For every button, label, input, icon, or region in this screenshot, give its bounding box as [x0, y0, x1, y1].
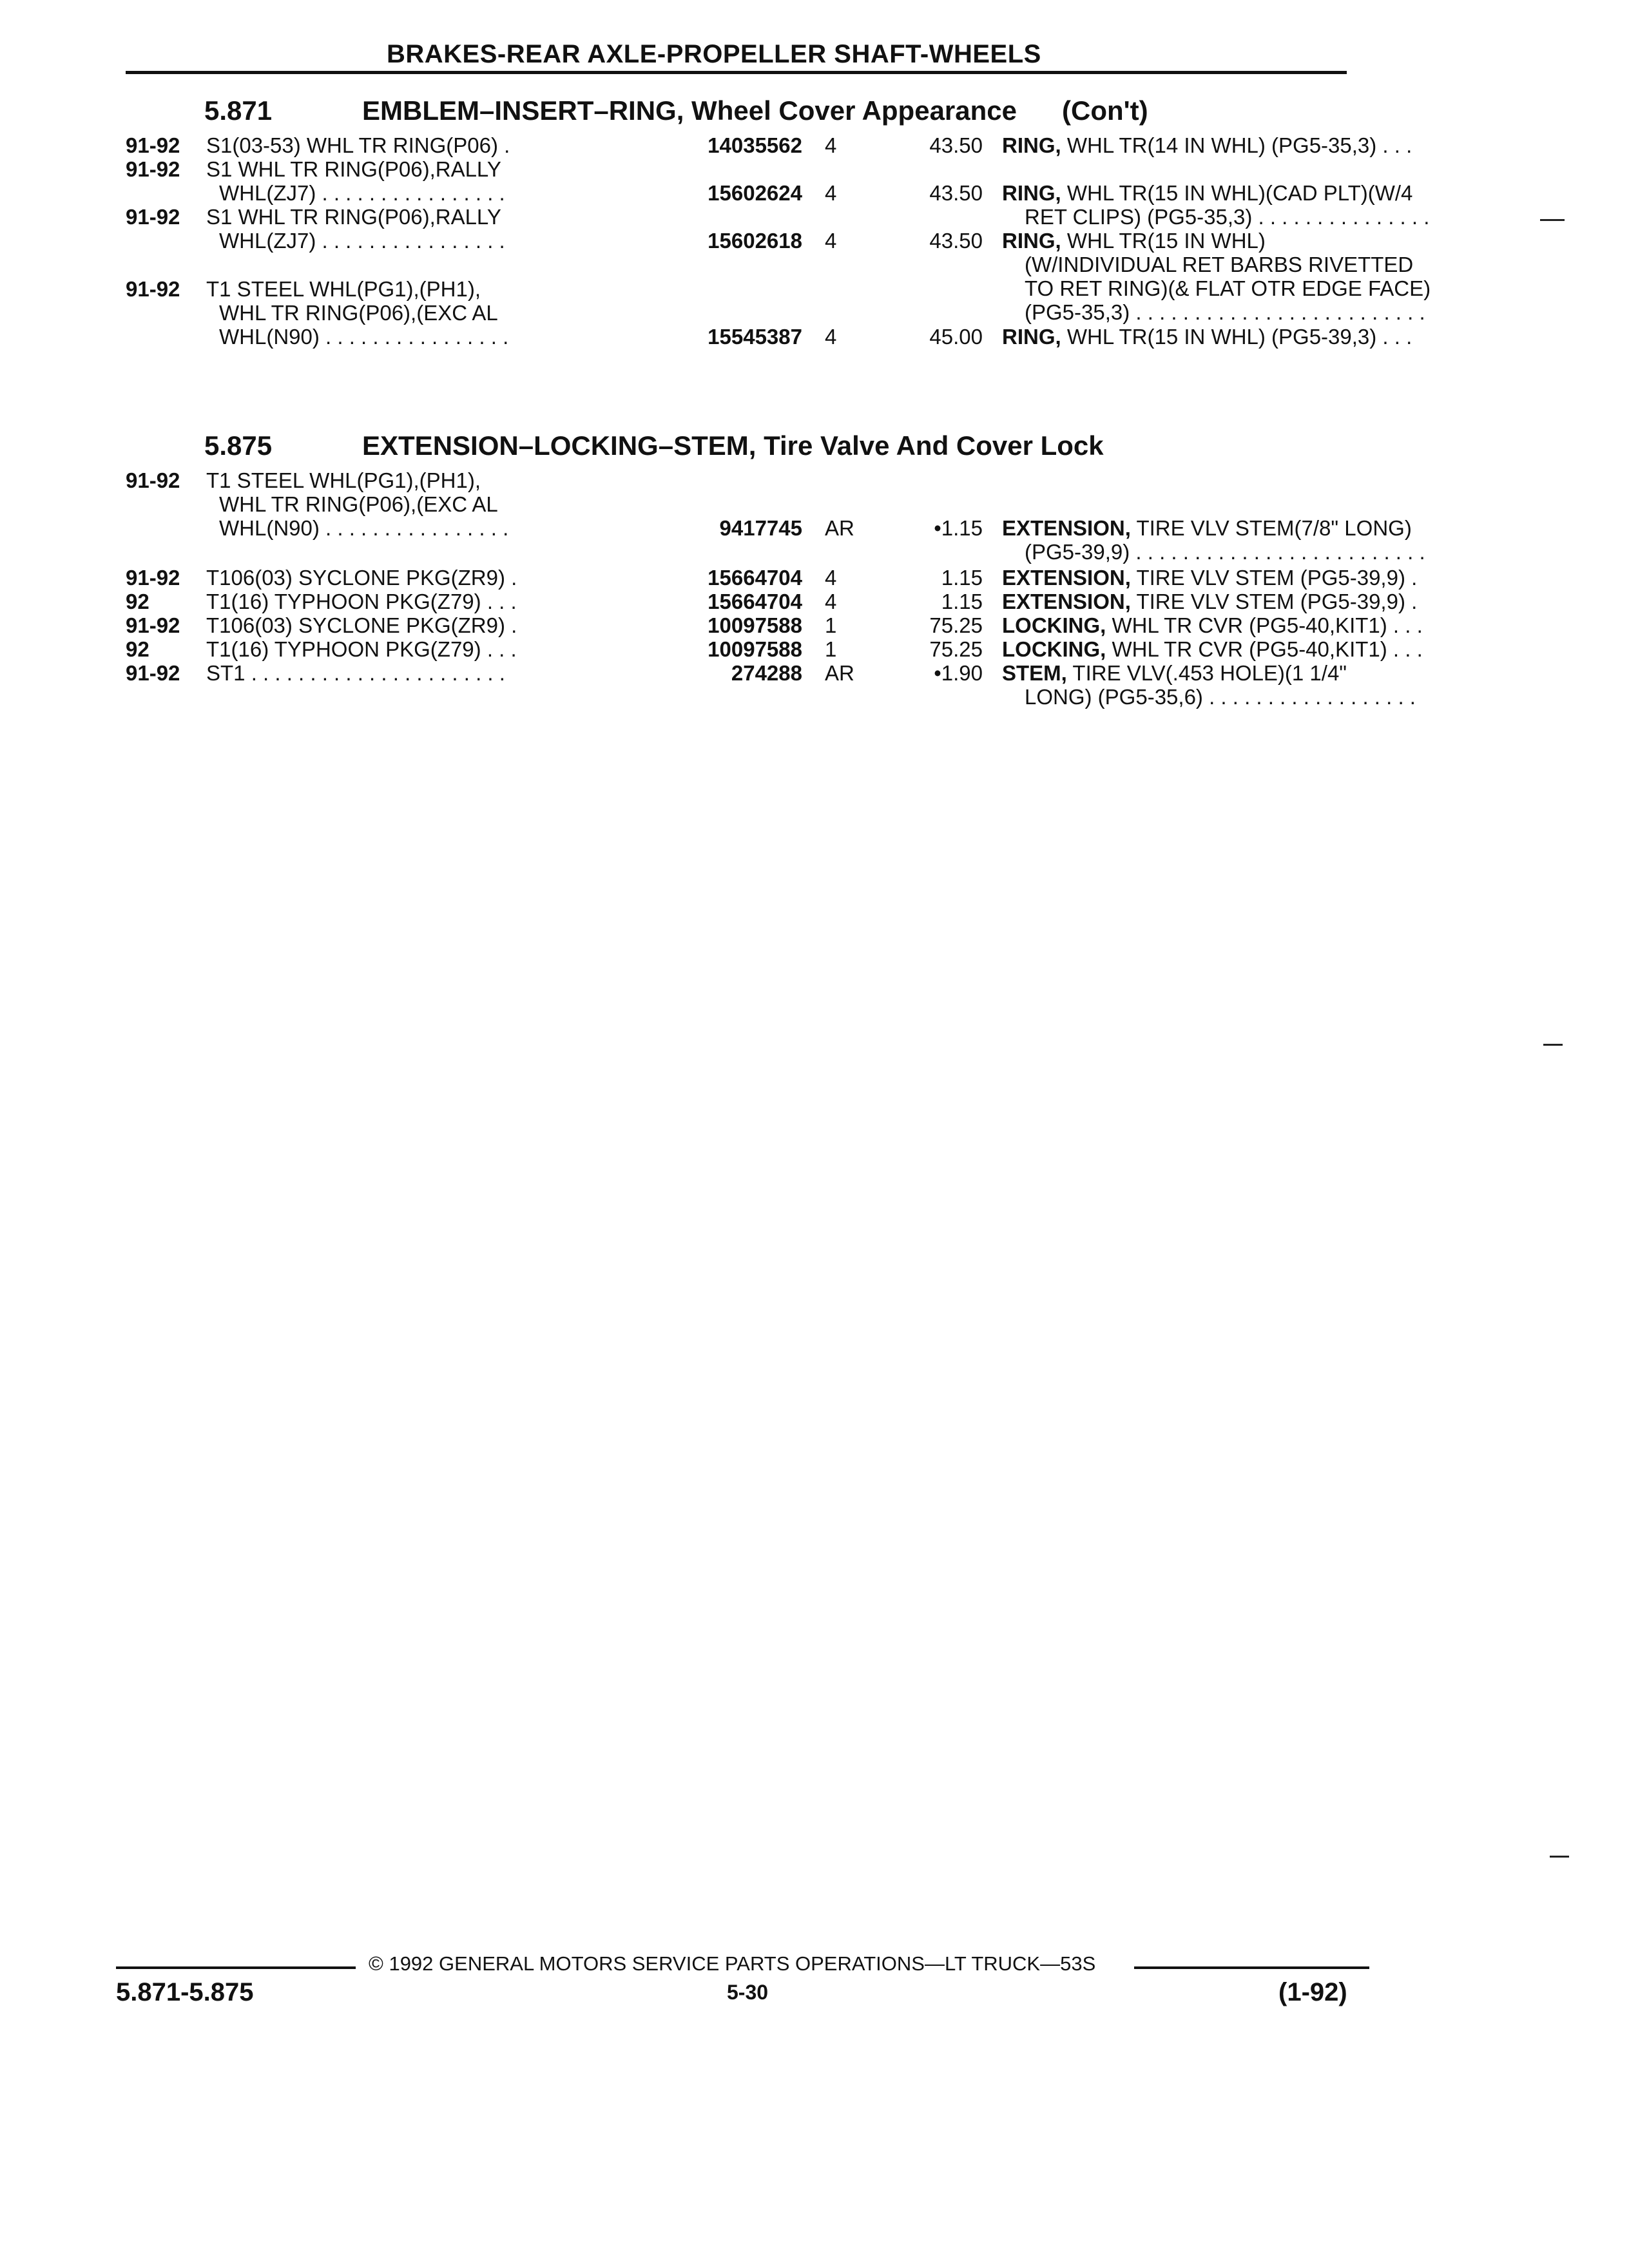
footer-rule-right [1134, 1966, 1369, 1969]
continued-label: (Con't) [1062, 95, 1148, 126]
part-number: 14035562 [708, 133, 802, 157]
part-description-text: WHL TR(15 IN WHL) [1061, 229, 1266, 253]
part-name: RING, [1002, 133, 1061, 157]
entry-line [126, 253, 1414, 276]
part-description [1002, 613, 1423, 637]
part-number: 15545387 [708, 325, 802, 349]
list-price: 43.50 [929, 181, 983, 205]
part-name: RING, [1002, 229, 1061, 253]
quantity: 4 [825, 325, 837, 349]
page-title: BRAKES-REAR AXLE-PROPELLER SHAFT-WHEELS [387, 40, 1041, 68]
scan-mark [1540, 219, 1565, 221]
section-heading [204, 95, 1148, 126]
quantity: 4 [825, 181, 837, 205]
list-price: 1.15 [941, 566, 983, 590]
model-application: WHL(N90) . . . . . . . . . . . . . . . . [219, 516, 509, 540]
part-number: 10097588 [708, 613, 802, 637]
model-year: 91-92 [126, 661, 180, 685]
list-price: 75.25 [929, 613, 983, 637]
quantity: 4 [825, 133, 837, 157]
part-name: RING, [1002, 325, 1061, 349]
part-number: 9417745 [719, 516, 802, 540]
part-description-text: WHL TR CVR (PG5-40,KIT1) . . . [1106, 613, 1423, 637]
list-price: 75.25 [929, 637, 983, 661]
catalog-entry [126, 661, 1416, 709]
part-description-text: WHL TR CVR (PG5-40,KIT1) . . . [1106, 637, 1423, 661]
entry-line [126, 205, 1350, 229]
scan-mark [1550, 1856, 1569, 1858]
catalog-entry [126, 590, 1418, 613]
model-year: 91-92 [126, 468, 180, 492]
entry-line [126, 516, 1412, 540]
entry-line [126, 685, 1416, 709]
model-application: S1 WHL TR RING(P06),RALLY [206, 157, 501, 181]
scan-mark [1543, 1044, 1563, 1046]
entry-line [126, 540, 1425, 564]
list-price: 43.50 [929, 133, 983, 157]
part-name: LOCKING, [1002, 637, 1106, 661]
model-application: T106(03) SYCLONE PKG(ZR9) . [206, 566, 517, 590]
entry-line [126, 157, 1350, 181]
model-application: T1 STEEL WHL(PG1),(PH1), [206, 277, 481, 301]
entry-line [126, 468, 1350, 492]
entry-line [126, 133, 1412, 157]
quantity: 4 [825, 229, 837, 253]
quantity: 1 [825, 637, 837, 661]
footer-rule-left [116, 1966, 356, 1969]
model-application: T106(03) SYCLONE PKG(ZR9) . [206, 613, 517, 637]
part-number: 15602618 [708, 229, 802, 253]
catalog-entry [126, 637, 1423, 661]
part-description-text: (PG5-39,9) . . . . . . . . . . . . . . . . . . . . . . . . . [1025, 540, 1425, 564]
model-year: 91-92 [126, 157, 180, 181]
entry-line [126, 301, 1350, 325]
part-number: 10097588 [708, 637, 802, 661]
catalog-entry [126, 566, 1418, 590]
part-description-text: WHL TR(15 IN WHL)(CAD PLT)(W/4 [1061, 181, 1413, 205]
part-name: EXTENSION, [1002, 590, 1131, 613]
model-year: 91-92 [126, 566, 180, 590]
section-number: 5.875 [204, 430, 273, 461]
part-description [1002, 590, 1418, 613]
part-description [1025, 540, 1425, 564]
part-description-text: TIRE VLV(.453 HOLE)(1 1/4" [1066, 661, 1347, 685]
entry-line [126, 661, 1350, 685]
part-description-text: (PG5-35,3) . . . . . . . . . . . . . . . . . . . . . . . . . [1025, 300, 1425, 324]
catalog-entry [126, 133, 1412, 157]
part-description-text: RET CLIPS) (PG5-35,3) . . . . . . . . . . . . . . . [1025, 205, 1430, 229]
quantity: 1 [825, 613, 837, 637]
model-application: WHL(ZJ7) . . . . . . . . . . . . . . . . [219, 229, 505, 253]
entry-line [126, 613, 1423, 637]
model-application: T1(16) TYPHOON PKG(Z79) . . . [206, 590, 517, 613]
part-description [1002, 661, 1350, 685]
catalog-entry [126, 468, 1425, 564]
part-number: 15664704 [708, 590, 802, 613]
part-description [1002, 229, 1350, 253]
footer-page-number: 5-30 [727, 1981, 769, 2004]
part-name: EXTENSION, [1002, 566, 1131, 590]
part-description [1002, 181, 1413, 205]
entry-line [126, 566, 1418, 590]
entry-line [126, 325, 1412, 349]
quantity: 4 [825, 590, 837, 613]
part-description [1002, 133, 1412, 157]
part-description [1025, 685, 1416, 709]
part-description [1002, 566, 1418, 590]
part-number: 15664704 [708, 566, 802, 590]
part-name: EXTENSION, [1002, 516, 1131, 540]
part-description [1002, 637, 1423, 661]
model-application: S1(03-53) WHL TR RING(P06) . [206, 133, 510, 157]
entry-line [126, 229, 1350, 253]
part-name: LOCKING, [1002, 613, 1106, 637]
part-description [1002, 325, 1412, 349]
part-description-text: LONG) (PG5-35,6) . . . . . . . . . . . . . . . . . . [1025, 685, 1416, 709]
list-price: 1.15 [941, 590, 983, 613]
list-price: •1.15 [934, 516, 983, 540]
part-description-text: TO RET RING)(& FLAT OTR EDGE FACE) [1025, 276, 1431, 300]
quantity: 4 [825, 566, 837, 590]
section-title: EXTENSION–LOCKING–STEM, Tire Valve And Cover Lock [362, 430, 1104, 461]
section-title: EMBLEM–INSERT–RING, Wheel Cover Appearance [362, 95, 1017, 126]
list-price: 43.50 [929, 229, 983, 253]
part-description-text: TIRE VLV STEM(7/8" LONG) [1130, 516, 1412, 540]
part-description-text: TIRE VLV STEM (PG5-39,9) . [1130, 566, 1418, 590]
part-description-text: WHL TR(14 IN WHL) (PG5-35,3) . . . [1061, 133, 1412, 157]
list-price: 45.00 [929, 325, 983, 349]
part-description [1025, 253, 1414, 276]
part-name: STEM, [1002, 661, 1067, 685]
entry-line [126, 590, 1418, 613]
list-price: •1.90 [934, 661, 983, 685]
catalog-entry [126, 277, 1412, 349]
part-number: 274288 [731, 661, 802, 685]
part-description-text: (W/INDIVIDUAL RET BARBS RIVETTED [1025, 253, 1414, 276]
entry-line [126, 492, 1350, 516]
footer-revision: (1-92) [1278, 1978, 1347, 2006]
section-heading [204, 430, 1104, 461]
model-application: WHL(ZJ7) . . . . . . . . . . . . . . . . [219, 181, 505, 205]
catalog-entry [126, 613, 1423, 637]
model-year: 91-92 [126, 133, 180, 157]
entry-line [126, 637, 1423, 661]
model-application: T1(16) TYPHOON PKG(Z79) . . . [206, 637, 517, 661]
model-application: WHL(N90) . . . . . . . . . . . . . . . . [219, 325, 509, 349]
model-application: T1 STEEL WHL(PG1),(PH1), [206, 468, 481, 492]
model-year: 92 [126, 590, 149, 613]
quantity: AR [825, 516, 854, 540]
entry-line [126, 181, 1413, 205]
model-year: 91-92 [126, 613, 180, 637]
part-description-text: WHL TR(15 IN WHL) (PG5-39,3) . . . [1061, 325, 1412, 349]
model-application: WHL TR RING(P06),(EXC AL [219, 492, 498, 516]
part-name: RING, [1002, 181, 1061, 205]
model-year: 91-92 [126, 205, 180, 229]
section-number: 5.871 [204, 95, 273, 126]
model-application: S1 WHL TR RING(P06),RALLY [206, 205, 501, 229]
model-application: WHL TR RING(P06),(EXC AL [219, 301, 498, 325]
footer-copyright: © 1992 GENERAL MOTORS SERVICE PARTS OPERATIONS—LT TRUCK—53S [369, 1952, 1096, 1975]
header-rule [126, 71, 1347, 74]
footer-section-range: 5.871-5.875 [116, 1978, 254, 2006]
entry-line [126, 277, 1350, 301]
model-application: ST1 . . . . . . . . . . . . . . . . . . . . . . [206, 661, 505, 685]
part-description [1002, 516, 1412, 540]
part-description-text: TIRE VLV STEM (PG5-39,9) . [1130, 590, 1418, 613]
model-year: 92 [126, 637, 149, 661]
quantity: AR [825, 661, 854, 685]
part-number: 15602624 [708, 181, 802, 205]
model-year: 91-92 [126, 277, 180, 301]
